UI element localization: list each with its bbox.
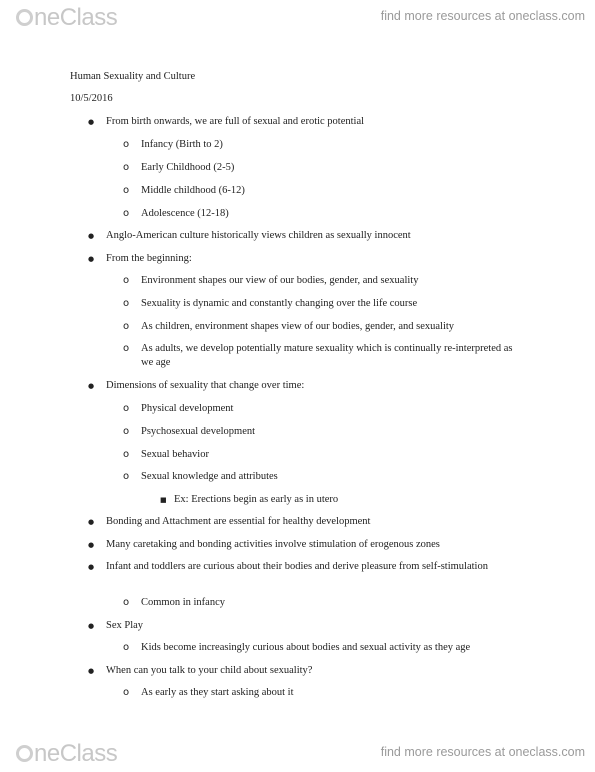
logo-o-icon [16,9,33,26]
bullet-icon: ● [88,382,95,390]
oneclass-logo[interactable] [16,4,117,32]
bullet-icon: ● [88,541,95,549]
circle-bullet-icon: o [123,162,130,173]
bullet-icon: ● [88,518,95,526]
circle-bullet-icon: o [123,321,130,332]
logo-text: neClass [34,740,118,767]
circle-bullet-icon: o [123,298,130,309]
page-header [0,0,595,36]
document-title: Human Sexuality and Culture [70,71,196,82]
circle-bullet-icon: o [123,185,130,196]
oneclass-logo[interactable] [16,740,117,768]
logo-text: neClass [34,4,118,31]
circle-bullet-icon: o [123,403,130,414]
square-bullet-icon: ■ [160,496,167,504]
circle-bullet-icon: o [123,343,130,354]
circle-bullet-icon: o [123,687,130,698]
header-tagline[interactable]: find more resources at oneclass.com [380,9,585,23]
circle-bullet-icon: o [123,139,130,150]
bullet-icon: ● [88,622,95,630]
bullet-icon: ● [88,118,95,126]
circle-bullet-icon: o [123,426,130,437]
circle-bullet-icon: o [123,449,130,460]
page-footer [0,736,595,772]
bullet-icon: ● [88,667,95,675]
circle-bullet-icon: o [123,642,130,653]
circle-bullet-icon: o [123,471,130,482]
circle-bullet-icon: o [123,597,130,608]
circle-bullet-icon: o [123,208,130,219]
bullet-icon: ● [88,255,95,263]
circle-bullet-icon: o [123,275,130,286]
footer-tagline[interactable]: find more resources at oneclass.com [380,745,585,759]
bullet-icon: ● [88,232,95,240]
logo-o-icon [16,745,33,762]
bullet-icon: ● [88,563,95,571]
document-date: 10/5/2016 [70,93,113,104]
